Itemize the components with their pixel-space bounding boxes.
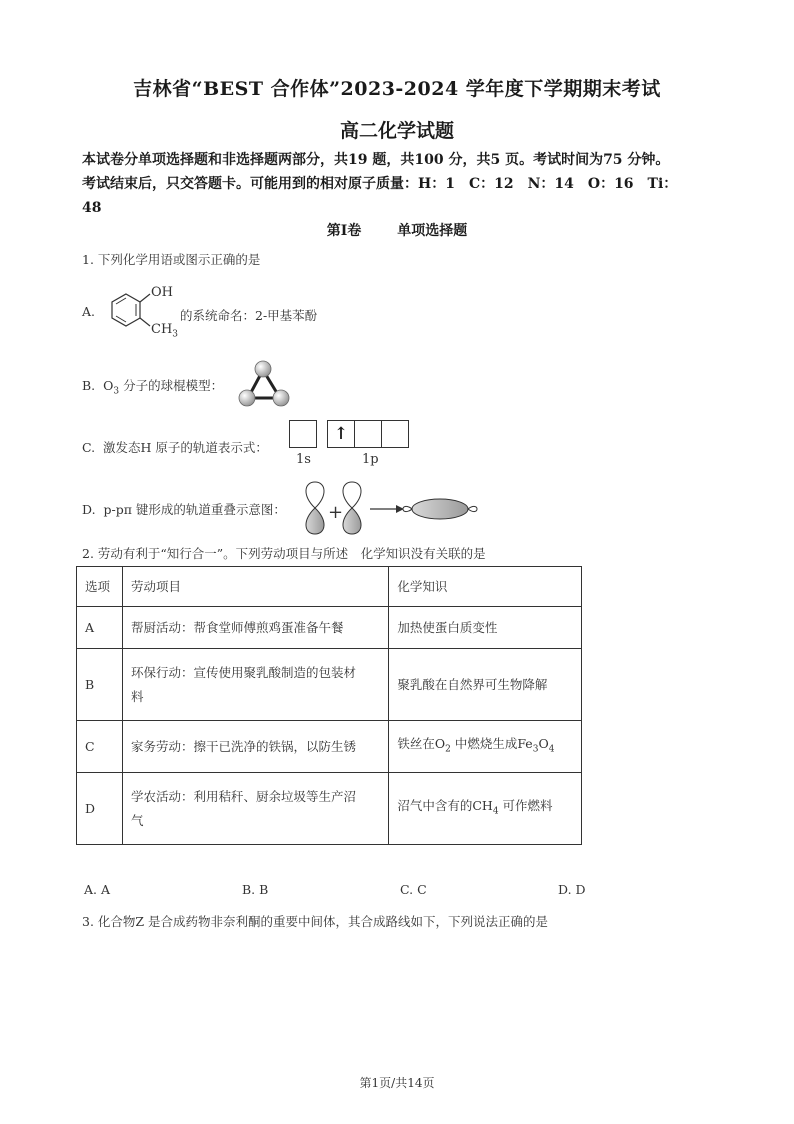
plus-sign: + [328, 502, 344, 523]
instructions-line-3: 48 [82, 200, 102, 216]
ozone-formula: O [103, 378, 114, 393]
orbital-up-arrow-icon: ↑ [327, 420, 355, 448]
methylphenol-structure-icon [104, 280, 154, 338]
orbital-1p-label: 1p [362, 452, 379, 467]
row-labor: 帮厨活动：帮食堂师傅煎鸡蛋准备午餐 [122, 607, 388, 649]
question-2-table [76, 566, 582, 845]
table-row [77, 649, 582, 721]
q1-option-a-label: A. [82, 304, 96, 319]
methyl-text: CH [151, 322, 173, 337]
table-header-row [77, 567, 582, 607]
question-2-stem: 2. 劳动有利于“知行合一”。下列劳动项目与所述 化学知识没有关联的是 [82, 546, 486, 561]
ozone-ball-stick-model-icon [236, 358, 292, 408]
page-number: 第1页/共14页 [359, 1076, 435, 1090]
exam-instructions [82, 148, 732, 220]
hydroxyl-group-label: OH [151, 285, 173, 300]
ozone-subscript: 3 [113, 386, 120, 397]
answer-choice-d: D. D [558, 882, 586, 897]
row-labor: 环保行动：宣传使用聚乳酸制造的包装材 料 [122, 649, 388, 721]
orbital-overlap-diagram-icon [300, 478, 500, 538]
q1-option-c-text: 激发态H 原子的轨道表示式： [103, 440, 268, 455]
row-knowledge: 聚乳酸在自然界可生物降解 [389, 649, 582, 721]
table-row [77, 773, 582, 845]
q1-option-b [82, 376, 223, 397]
row-knowledge: 沼气中含有的$CH_4$ 可作燃料 [389, 773, 582, 845]
question-3-stem: 3. 化合物Z 是合成药物非奈利酮的重要中间体，其合成路线如下，下列说法正确的是 [82, 914, 549, 929]
answer-choice-b: B. B [242, 882, 269, 897]
table-row [77, 607, 582, 649]
instructions-line-2: 考试结束后，只交答题卡。可能用到的相对原子质量：H：1 C：12 N：14 O：16 Ti： [82, 176, 678, 192]
orbital-1s-box [289, 420, 317, 452]
row-knowledge: 加热使蛋白质变性 [389, 607, 582, 649]
row-labor: 学农活动：利用秸秆、厨余垃圾等生产沼 气 [122, 773, 388, 845]
q1-option-b-label: B. [82, 378, 96, 393]
table-header-knowledge: 化学知识 [389, 567, 582, 607]
q1-option-c-label: C. [82, 440, 96, 455]
table-row [77, 721, 582, 773]
exam-title: 吉林省“BEST 合作体”2023-2024 学年度下学期期末考试 [133, 78, 661, 100]
methyl-group-label [151, 322, 178, 340]
row-option: B [77, 649, 123, 721]
q1-option-c [82, 438, 268, 456]
q1-option-d [82, 500, 286, 518]
instructions-line-1: 本试卷分单项选择题和非选择题两部分，共19 题，共100 分，共5 页。考试时间为75 分钟。 [82, 152, 670, 168]
methyl-subscript: 3 [172, 329, 179, 340]
answer-choice-a: A. A [84, 882, 111, 897]
table-header-option: 选项 [77, 567, 123, 607]
row-option: D [77, 773, 123, 845]
row-knowledge: 铁丝在$O_2$ 中燃烧生成$Fe_3O_4$ [389, 721, 582, 773]
section-part: 第Ⅰ卷 [326, 223, 362, 239]
orbital-1p-boxes [327, 420, 409, 448]
orbital-1s-label: 1s [296, 452, 311, 467]
section-heading [0, 220, 794, 240]
section-name: 单项选择题 [397, 223, 468, 239]
row-option: C [77, 721, 123, 773]
table-header-labor: 劳动项目 [122, 567, 388, 607]
q1-option-d-label: D. [82, 502, 96, 517]
q1-option-b-text: 分子的球棍模型： [119, 378, 224, 393]
row-option: A [77, 607, 123, 649]
question-1-stem: 1. 下列化学用语或图示正确的是 [82, 252, 261, 267]
exam-subtitle: 高二化学试题 [339, 120, 454, 142]
q1-option-d-text: p-pπ 键形成的轨道重叠示意图： [103, 502, 286, 517]
answer-choice-c: C. C [400, 882, 427, 897]
row-labor: 家务劳动：擦干已洗净的铁锅，以防生锈 [122, 721, 388, 773]
q1-option-a-text: 的系统命名：2-甲基苯酚 [180, 308, 318, 323]
